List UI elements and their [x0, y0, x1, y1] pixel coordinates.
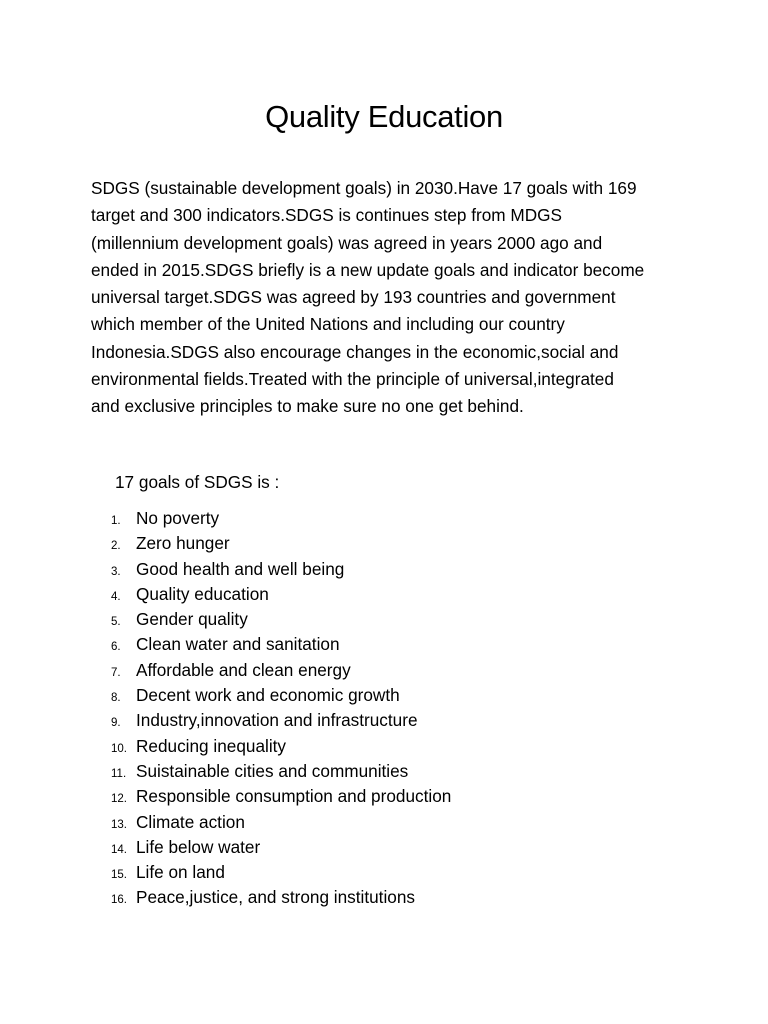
- intro-line: Indonesia.SDGS also encourage changes in the economic,social and: [91, 341, 619, 362]
- intro-line: and exclusive principles to make sure no one get behind.: [91, 396, 524, 417]
- goal-number-label: 9.: [111, 717, 121, 730]
- goal-text: Decent work and economic growth: [136, 685, 400, 706]
- goal-list-item: [91, 658, 651, 683]
- intro-line: ended in 2015.SDGS briefly is a new update goals and indicator become: [91, 259, 645, 280]
- goals-heading: 17 goals of SDGS is :: [115, 472, 280, 492]
- goal-list: [91, 506, 651, 911]
- goal-number-label: 1.: [111, 515, 121, 527]
- goal-number-label: 6.: [111, 641, 121, 654]
- goal-number-label: 16.: [111, 894, 127, 907]
- goal-list-item: [91, 784, 651, 809]
- goal-text: Peace,justice, and strong institutions: [136, 887, 415, 908]
- goal-number: [91, 737, 136, 762]
- intro-line: universal target.SDGS was agreed by 193 countries and government: [91, 287, 616, 308]
- goal-number: [91, 661, 136, 686]
- goal-number-label: 7.: [111, 666, 121, 679]
- goal-text: Affordable and clean energy: [136, 659, 351, 680]
- goal-number: [91, 838, 136, 863]
- goal-number-label: 4.: [111, 590, 121, 603]
- goal-text: Climate action: [136, 811, 245, 832]
- goal-text: Responsible consumption and production: [136, 786, 452, 807]
- goal-number: [91, 686, 136, 711]
- goal-list-item: [91, 759, 651, 784]
- goal-text: Zero hunger: [136, 533, 230, 554]
- goal-text: Suistainable cities and communities: [136, 760, 409, 781]
- goal-number: [91, 863, 136, 888]
- goal-number-label: 2.: [111, 540, 121, 553]
- intro-line: (millennium development goals) was agreed in years 2000 ago and: [91, 232, 603, 253]
- goal-number-label: 15.: [111, 869, 127, 882]
- goal-number: [91, 762, 136, 787]
- goal-number-label: 14.: [111, 843, 127, 856]
- goal-number: [91, 534, 136, 559]
- intro-paragraph: [91, 175, 691, 421]
- goal-list-item: [91, 531, 651, 556]
- intro-line: which member of the United Nations and including our country: [91, 314, 565, 335]
- goal-number: [91, 787, 136, 812]
- goal-number-label: 13.: [111, 818, 127, 831]
- goal-number-label: 11.: [111, 767, 127, 780]
- page-title: Quality Education: [265, 99, 503, 134]
- goal-number-label: 12.: [111, 793, 127, 806]
- intro-line: SDGS (sustainable development goals) in 2030.Have 17 goals with 169: [91, 178, 637, 198]
- goal-list-item: [91, 582, 651, 607]
- goal-number: [91, 635, 136, 660]
- intro-line: target and 300 indicators.SDGS is continues step from MDGS: [91, 205, 562, 226]
- goal-text: Life below water: [136, 836, 261, 857]
- intro-line: environmental fields.Treated with the principle of universal,integrated: [91, 369, 614, 390]
- goal-text: Reducing inequality: [136, 735, 287, 756]
- goal-list-item: [91, 607, 651, 632]
- goal-list-item: [91, 860, 651, 885]
- goal-number: [91, 711, 136, 736]
- goal-text: No poverty: [136, 508, 220, 528]
- goal-list-item: [91, 734, 651, 759]
- goal-text: Quality education: [136, 583, 269, 604]
- goal-list-item: [91, 810, 651, 835]
- goal-list-item: [91, 557, 651, 582]
- goal-number-label: 10.: [111, 742, 127, 755]
- goal-list-item: [91, 885, 651, 910]
- goal-number: [91, 813, 136, 838]
- goal-text: Good health and well being: [136, 558, 345, 579]
- goal-number: [91, 509, 136, 534]
- goal-number-label: 8.: [111, 692, 121, 705]
- goal-list-item: [91, 683, 651, 708]
- goal-list-item: [91, 835, 651, 860]
- goal-list-item: [91, 708, 651, 733]
- goal-list-item: [91, 506, 651, 531]
- goal-number: [91, 888, 136, 913]
- goal-text: Clean water and sanitation: [136, 634, 340, 655]
- goal-text: Gender quality: [136, 609, 248, 630]
- goal-list-item: [91, 632, 651, 657]
- goal-text: Industry,innovation and infrastructure: [136, 710, 418, 731]
- goal-number-label: 3.: [111, 565, 121, 578]
- goal-text: Life on land: [136, 862, 225, 883]
- goal-number: [91, 560, 136, 585]
- goal-number: [91, 610, 136, 635]
- goal-number: [91, 585, 136, 610]
- goal-number-label: 5.: [111, 616, 121, 629]
